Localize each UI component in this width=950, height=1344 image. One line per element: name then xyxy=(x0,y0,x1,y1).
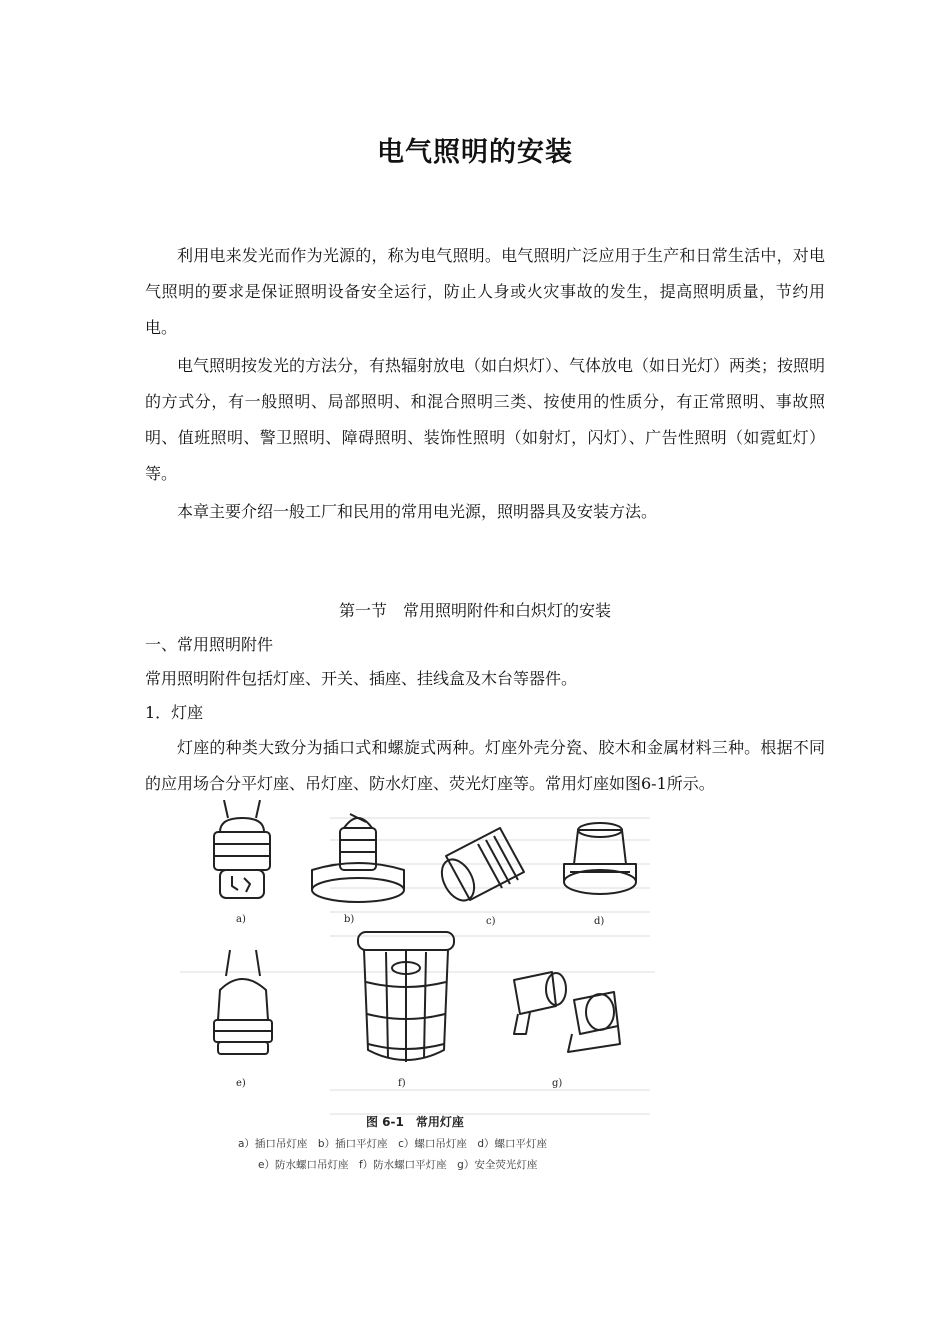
label-b: b) xyxy=(344,914,355,925)
subheading: 一、常用照明附件 xyxy=(145,635,274,654)
label-a: a) xyxy=(236,914,246,925)
figure-lamp-holders xyxy=(180,800,660,1180)
figure-caption: 图 6-1 常用灯座 xyxy=(366,1115,464,1129)
label-c: c) xyxy=(486,916,496,927)
lamp-holder-b-drawing xyxy=(312,814,404,902)
figure-legend-line-2: e）防水螺口吊灯座 f）防水螺口平灯座 g）安全荧光灯座 xyxy=(258,1159,538,1171)
lamp-holder-a-drawing xyxy=(214,800,270,898)
label-f: f) xyxy=(398,1078,406,1089)
bleed-through-lines xyxy=(180,818,655,1114)
page-title: 电气照明的安装 xyxy=(377,137,573,168)
paragraph-classification: 电气照明按发光的方法分，有热辐射放电（如白炽灯）、气体放电（如日光灯）两类；按照明的方式分，有一般照明、局部照明、和混合照明三类、按使用的性质分，有正常照明、事故照明、值班照明、警卫照明、障碍照明、装饰性照明（如射灯，闪灯）、广告性照明（如霓虹灯）等。 xyxy=(145,356,826,483)
label-g: g) xyxy=(552,1078,563,1089)
section-intro: 常用照明附件包括灯座、开关、插座、挂线盒及木台等器件。 xyxy=(145,669,578,688)
label-e: e) xyxy=(236,1078,246,1089)
label-d: d) xyxy=(594,916,605,927)
paragraph-intro: 利用电来发光而作为光源的，称为电气照明。电气照明广泛应用于生产和日常生活中，对电气照明的要求是保证照明设备安全运行，防止人身或火灾事故的发生，提高照明质量，节约用电。 xyxy=(145,246,825,337)
figure-legend-line-1: a）插口吊灯座 b）插口平灯座 c）螺口吊灯座 d）螺口平灯座 xyxy=(238,1138,548,1150)
lamp-holder-d-drawing xyxy=(564,823,636,894)
figure-drawing xyxy=(180,800,660,1180)
lamp-holder-f-drawing xyxy=(358,932,454,1062)
lamp-holder-e-drawing xyxy=(214,950,272,1054)
paragraph-chapter-scope: 本章主要介绍一般工厂和民用的常用电光源，照明器具及安装方法。 xyxy=(177,502,658,521)
section-title: 第一节 常用照明附件和白炽灯的安装 xyxy=(338,601,611,620)
item-heading: 1．灯座 xyxy=(145,703,204,722)
lamp-holder-g-drawing xyxy=(514,972,620,1052)
paragraph-lamp-holder: 灯座的种类大致分为插口式和螺旋式两种。灯座外壳分瓷、胶木和金属材料三种。根据不同的应用场合分平灯座、吊灯座、防水灯座、荧光灯座等。常用灯座如图6-1所示。 xyxy=(145,738,825,793)
